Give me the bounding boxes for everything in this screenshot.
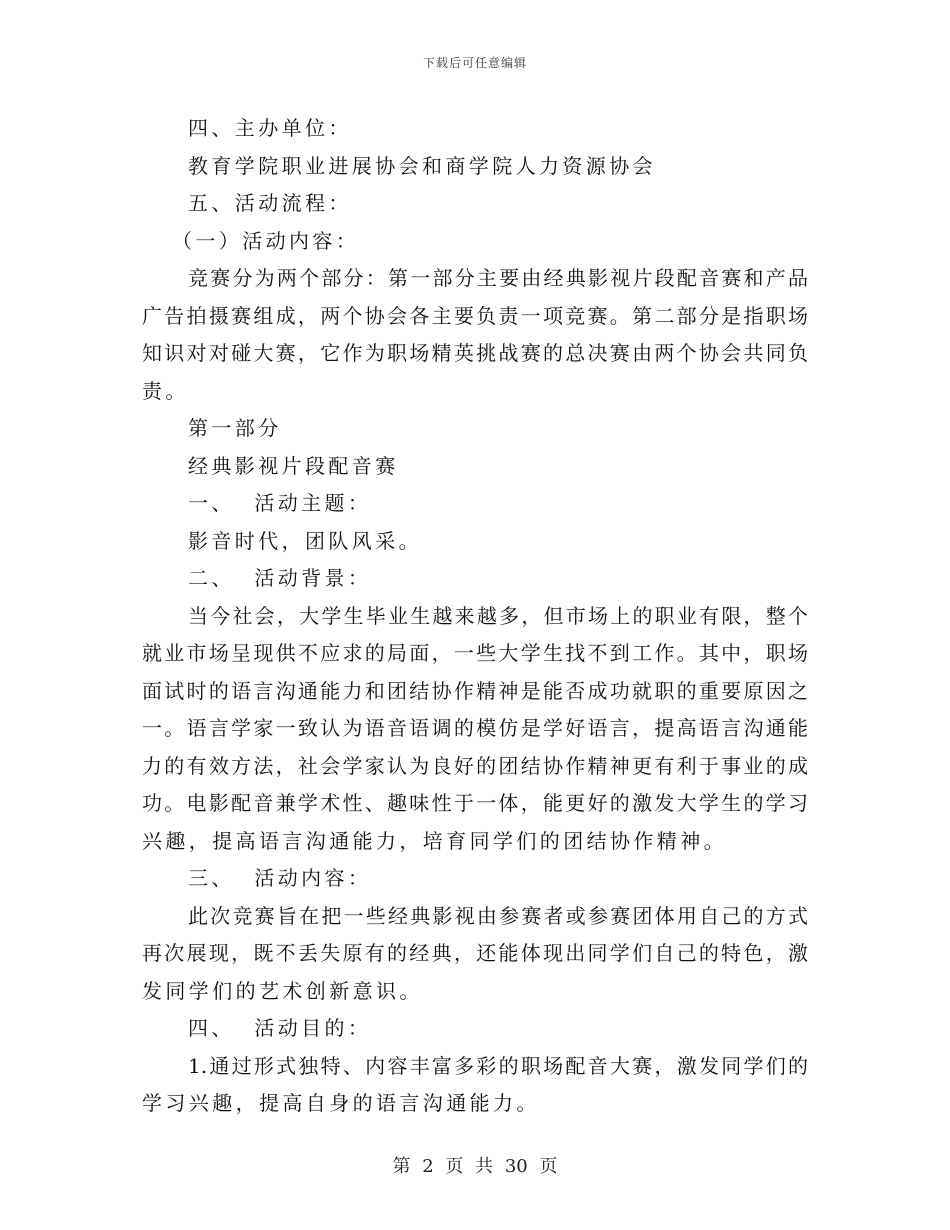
paragraph-line: 功。电影配音兼学术性、趣味性于一体，能更好的激发大学生的学习 (142, 791, 808, 815)
paragraph-line: 面试时的语言沟通能力和团结协作精神是能否成功就职的重要原因之 (142, 678, 808, 703)
heading-activity-content: 三、 活动内容： (188, 866, 372, 890)
heading-theme: 一、 活动主题： (188, 491, 372, 515)
paragraph-line: 知识对对碰大赛，它作为职场精英挑战赛的总决赛由两个协会共同负 (142, 341, 808, 365)
paragraph-line: 1.通过形式独特、内容丰富多彩的职场配音大赛，激发同学们的 (188, 1053, 808, 1078)
section-dubbing-contest: 经典影视片段配音赛 (188, 453, 399, 478)
paragraph-line: 此次竞赛旨在把一些经典影视由参赛者或参赛团体用自己的方式 (188, 903, 808, 928)
paragraph-line: 广告拍摄赛组成，两个协会各主要负责一项竞赛。第二部分是指职场 (142, 303, 808, 328)
theme-text: 影音时代，团队风采。 (188, 528, 422, 553)
organizer-text: 教育学院职业进展协会和商学院人力资源协会 (188, 153, 656, 178)
paragraph-line: 再次展现，既不丢失原有的经典，还能体现出同学们自己的特色，激 (142, 941, 808, 965)
paragraph-line: 发同学们的艺术创新意识。 (142, 978, 423, 1003)
heading-process: 五、活动流程： (188, 191, 352, 215)
paragraph-line: 一。语言学家一致认为语音语调的模仿是学好语言，提高语言沟通能 (142, 716, 808, 740)
paragraph-line: 竞赛分为两个部分：第一部分主要由经典影视片段配音赛和产品 (188, 266, 808, 290)
heading-background: 二、 活动背景： (188, 566, 372, 590)
paragraph-line: 力的有效方法，社会学家认为良好的团结协作精神更有利于事业的成 (142, 753, 808, 778)
paragraph-line: 兴趣，提高语言沟通能力，培育同学们的团结协作精神。 (142, 828, 727, 853)
document-body (142, 110, 808, 1123)
heading-content: （一）活动内容： (172, 228, 360, 253)
paragraph-line: 责。 (142, 378, 189, 403)
heading-organizer: 四、主办单位： (188, 116, 352, 140)
section-part-one: 第一部分 (188, 416, 282, 440)
paragraph-line: 当今社会，大学生毕业生越来越多，但市场上的职业有限，整个 (188, 603, 808, 628)
paragraph-line: 就业市场呈现供不应求的局面，一些大学生找不到工作。其中，职场 (142, 641, 808, 665)
page-header-note: 下载后可任意编辑 (422, 56, 527, 70)
paragraph-line: 学习兴趣，提高自身的语言沟通能力。 (142, 1091, 540, 1115)
page-number-footer: 第 2 页 共 30 页 (392, 1156, 558, 1177)
heading-purpose: 四、 活动目的： (188, 1016, 372, 1040)
